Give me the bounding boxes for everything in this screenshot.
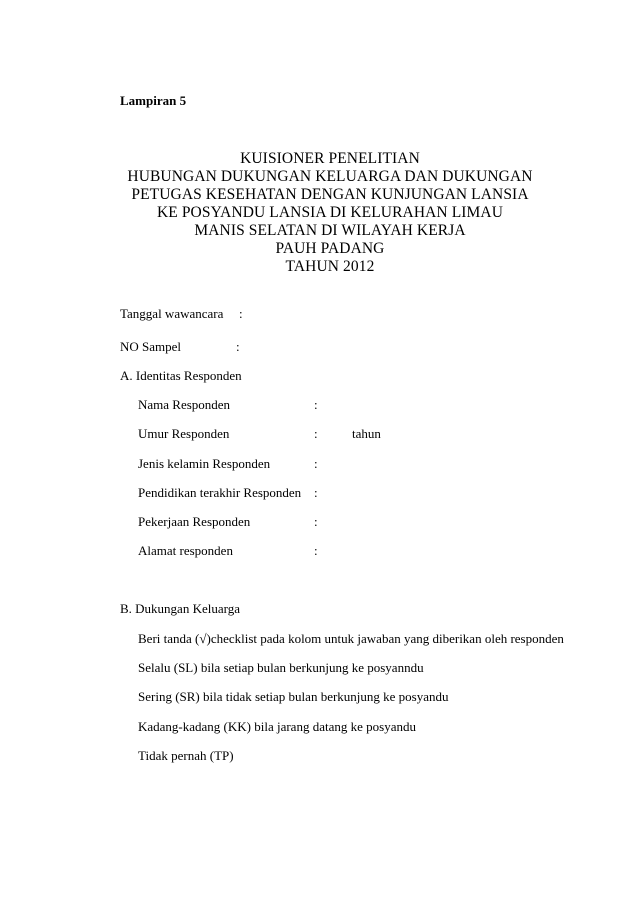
- section-b-heading: B. Dukungan Keluarga: [120, 601, 240, 616]
- sample-number-label: NO Sampel: [120, 339, 182, 354]
- instruction-line: Beri tanda (√)checklist pada kolom untuk jawaban yang diberikan oleh responden: [138, 631, 564, 646]
- title-line: KE POSYANDU LANSIA DI KELURAHAN LIMAU: [157, 204, 503, 221]
- scale-definition-kk: Kadang-kadang (KK) bila jarang datang ke posyandu: [138, 719, 416, 734]
- interview-date-colon: :: [239, 306, 243, 321]
- scale-definition-tp: Tidak pernah (TP): [138, 748, 234, 763]
- scale-definition-sl: Selalu (SL) bila setiap bulan berkunjung ke posyanndu: [138, 660, 424, 675]
- field-colon: :: [314, 485, 318, 500]
- questionnaire-title: [0, 150, 638, 276]
- field-label-name: Nama Responden: [138, 397, 231, 412]
- field-colon: :: [314, 456, 318, 471]
- title-line: MANIS SELATAN DI WILAYAH KERJA: [194, 222, 466, 239]
- field-label-education: Pendidikan terakhir Responden: [138, 485, 302, 500]
- sample-number-colon: :: [236, 339, 240, 354]
- title-line: TAHUN 2012: [285, 258, 375, 275]
- field-colon: :: [314, 514, 318, 529]
- scale-definition-sr: Sering (SR) bila tidak setiap bulan berkunjung ke posyandu: [138, 689, 449, 704]
- field-label-address: Alamat responden: [138, 543, 233, 558]
- interview-date-label: Tanggal wawancara: [120, 306, 224, 321]
- field-colon: :: [314, 397, 318, 412]
- appendix-label: Lampiran 5: [120, 93, 187, 108]
- title-line: KUISIONER PENELITIAN: [240, 150, 420, 167]
- field-label-age: Umur Responden: [138, 426, 230, 441]
- field-colon: :: [314, 543, 318, 558]
- title-line: HUBUNGAN DUKUNGAN KELUARGA DAN DUKUNGAN: [127, 168, 533, 185]
- field-label-gender: Jenis kelamin Responden: [138, 456, 271, 471]
- field-label-occupation: Pekerjaan Responden: [138, 514, 251, 529]
- title-line: PETUGAS KESEHATAN DENGAN KUNJUNGAN LANSIA: [131, 186, 529, 203]
- section-a-heading: A. Identitas Responden: [120, 368, 242, 383]
- field-colon: :: [314, 426, 318, 441]
- age-unit-label: tahun: [352, 426, 381, 441]
- title-line: PAUH PADANG: [275, 240, 385, 257]
